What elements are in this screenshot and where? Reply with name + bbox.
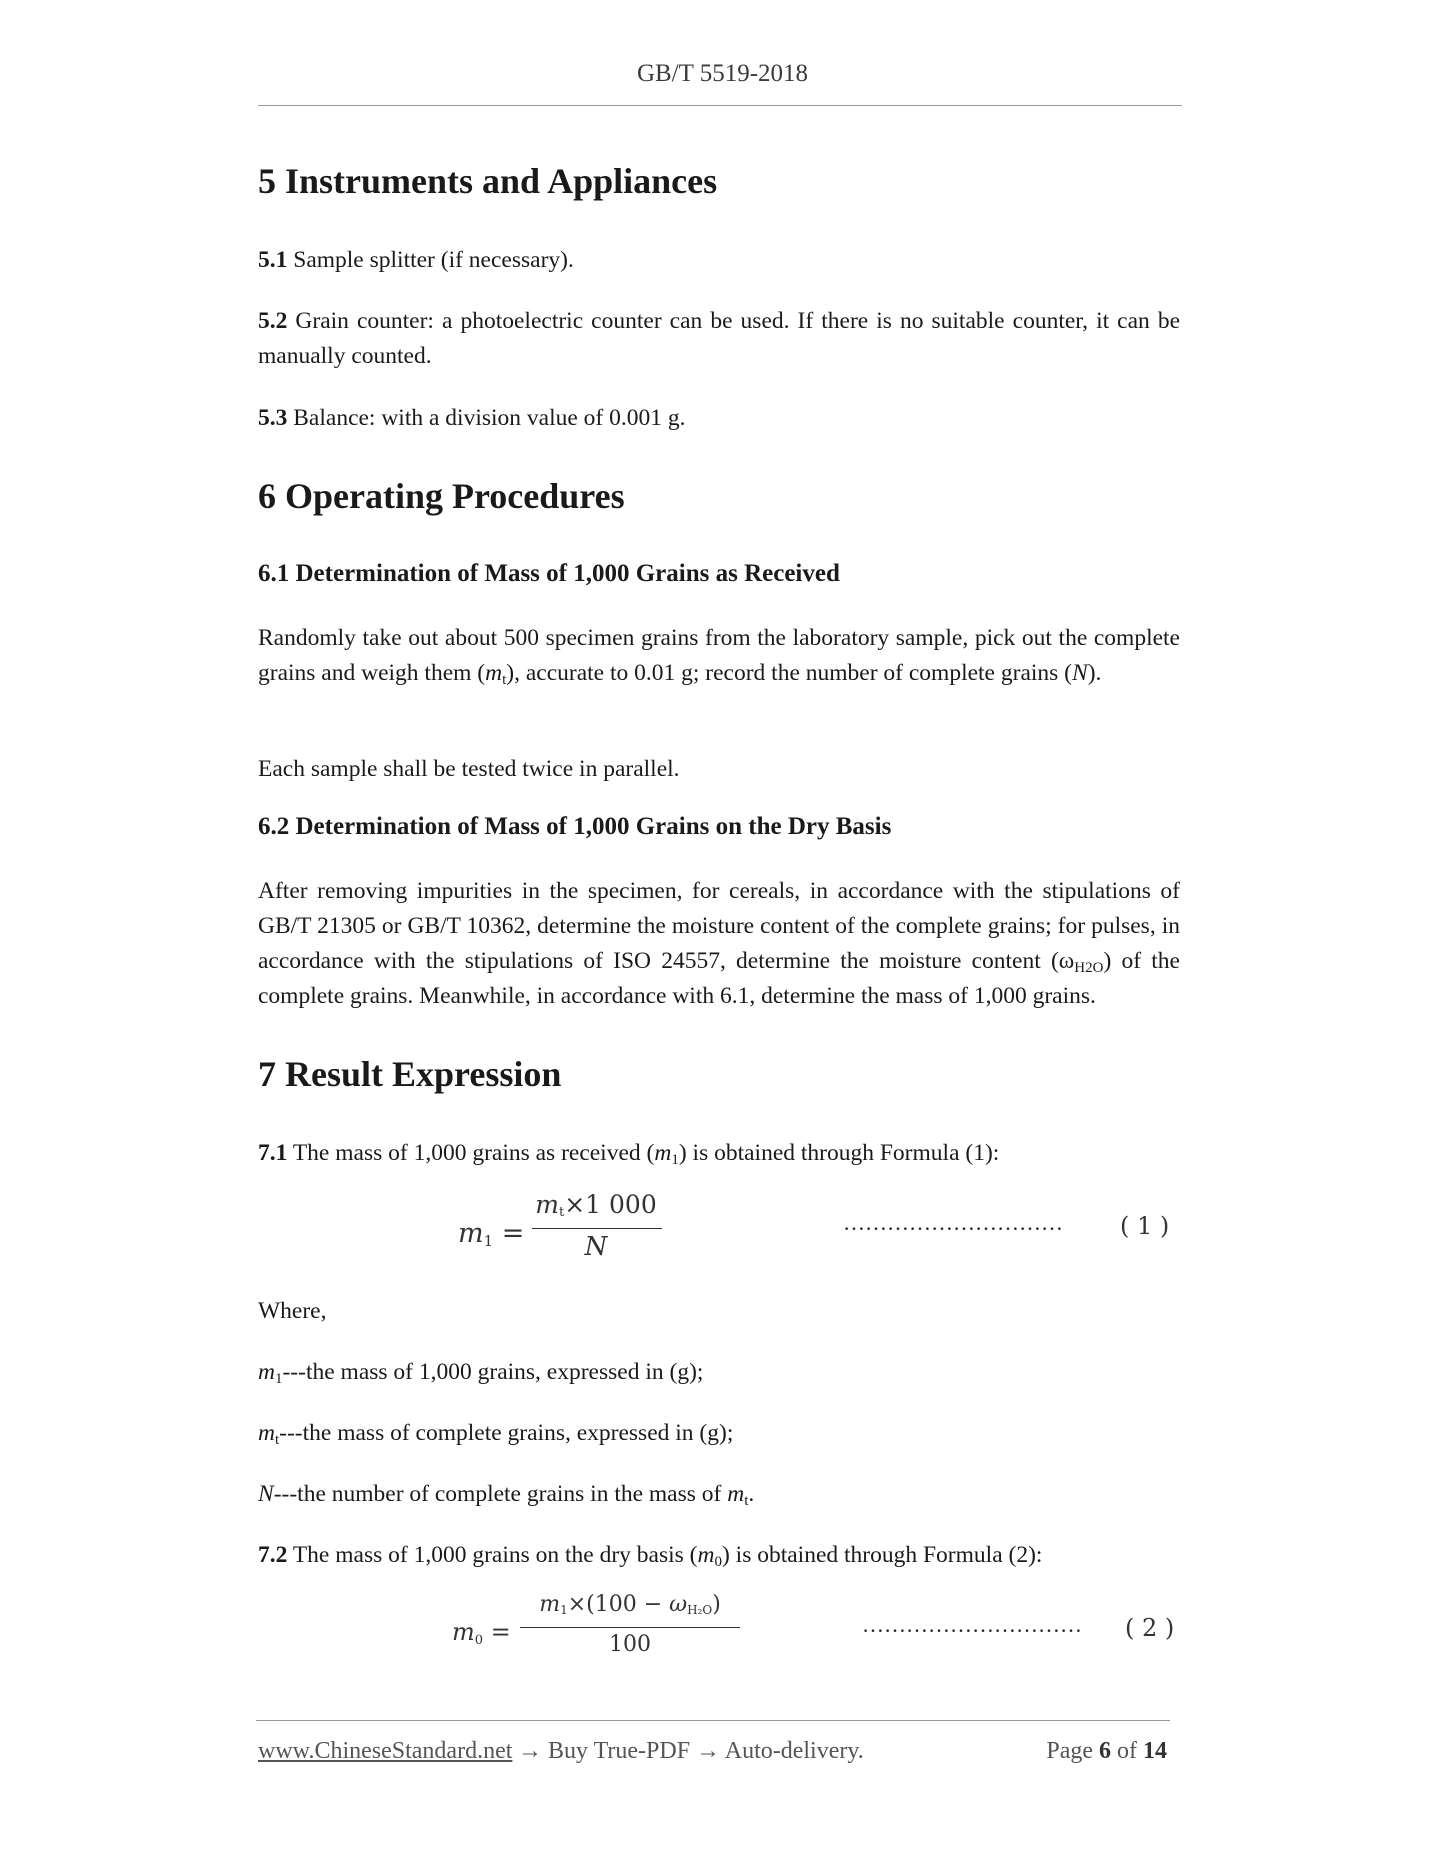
footer-website-link[interactable]: www.ChineseStandard.net: [258, 1738, 513, 1764]
paragraph-5-2: [258, 304, 1180, 374]
text-run: The mass of 1,000 grains on the dry basis (: [292, 1542, 698, 1568]
subscript: 0: [474, 1633, 484, 1648]
formula-2-numerator: [520, 1592, 740, 1617]
section-5-heading: 5 Instruments and Appliances: [258, 161, 718, 201]
subscript: t: [744, 1493, 749, 1509]
header-divider: [258, 105, 1182, 106]
subscript: 1: [671, 1152, 679, 1168]
paragraph-5-1: [258, 243, 1180, 278]
subsection-6-2-heading: 6.2 Determination of Mass of 1,000 Grains on the Dry Basis: [258, 813, 892, 840]
definition-n: [258, 1477, 1180, 1512]
text-run: ) is obtained through Formula (1):: [678, 1140, 1000, 1166]
page-total: 14: [1143, 1738, 1167, 1764]
text-run: ---the mass of 1,000 grains, expressed in (g);: [282, 1359, 704, 1385]
variable: m: [539, 1592, 561, 1617]
clause-number: 7.2: [258, 1542, 288, 1568]
text-run: ×1 000: [564, 1190, 657, 1219]
variable: m: [654, 1140, 672, 1166]
definition-m1: [258, 1355, 1180, 1390]
formula-2-label: ( 2 ): [1125, 1614, 1175, 1642]
page-indicator: [1046, 1738, 1167, 1765]
formula-1-numerator: [530, 1190, 662, 1220]
paragraph-7-2: [258, 1538, 1180, 1573]
text-run: ), accurate to 0.01 g; record the number of complete grains (: [506, 660, 1072, 686]
text-run: .: [748, 1481, 755, 1507]
formula-2-lhs: $m_0$ =: [452, 1618, 511, 1648]
subscript: 1: [274, 1371, 283, 1387]
variable: N: [258, 1481, 274, 1507]
text-run: ) is obtained through Formula (2):: [721, 1542, 1043, 1568]
paragraph-6-1-body: [258, 621, 1180, 691]
subscript: t: [558, 1205, 565, 1220]
variable: m: [727, 1481, 745, 1507]
page-number: 6: [1099, 1738, 1111, 1764]
formula-2-leader-dots: …………………………: [862, 1612, 1082, 1637]
variable: N: [1072, 660, 1088, 686]
variable: m: [458, 1218, 484, 1249]
where-label: Where,: [258, 1298, 327, 1324]
of-word: of: [1117, 1738, 1137, 1764]
clause-number: 7.1: [258, 1140, 288, 1166]
paragraph-6-1-parallel: Each sample shall be tested twice in parallel.: [258, 756, 680, 782]
subscript: 0: [714, 1554, 722, 1570]
paragraph-7-1: [258, 1136, 1180, 1171]
subscript: t: [502, 672, 507, 688]
text-run: Randomly take out about 500 specimen grains from the laboratory sample, pick out the complete grains and weigh them (: [258, 625, 1180, 686]
text-run: ).: [1087, 660, 1102, 686]
text-run: ): [712, 1592, 721, 1617]
text-run: The mass of 1,000 grains as received (: [292, 1140, 655, 1166]
subscript: 1: [483, 1232, 494, 1250]
formula-2-fraction-bar: [520, 1627, 740, 1628]
definition-mt: [258, 1416, 1180, 1451]
subscript: H2O: [1074, 960, 1104, 976]
variable: ω: [669, 1592, 688, 1617]
variable: m: [258, 1359, 275, 1385]
page-word: Page: [1046, 1738, 1093, 1764]
section-6-heading: 6 Operating Procedures: [258, 476, 625, 516]
formula-1-fraction-bar: [532, 1228, 662, 1229]
clause-number: 5.3: [258, 405, 288, 431]
variable: m: [535, 1190, 559, 1219]
subscript: t: [274, 1432, 280, 1448]
text-run: ---the number of complete grains in the mass of: [273, 1481, 728, 1507]
variable: m: [452, 1618, 475, 1646]
variable: m: [258, 1420, 275, 1446]
footer-divider: [256, 1720, 1170, 1721]
document-header-title: GB/T 5519-2018: [636, 60, 809, 87]
clause-number: 5.2: [258, 308, 288, 334]
formula-1-lhs: $m_1$ =: [458, 1218, 525, 1250]
clause-text: Balance: with a division value of 0.001 g.: [293, 405, 686, 431]
subscript: H₂O: [687, 1603, 713, 1617]
subscript: 1: [560, 1603, 568, 1617]
formula-1-label: ( 1 ): [1120, 1212, 1170, 1240]
footer-tagline: → Buy True-PDF → Auto-delivery.: [518, 1738, 864, 1764]
text-run: ---the mass of complete grains, expressed in (g);: [279, 1420, 734, 1446]
variable: m: [485, 660, 503, 686]
variable: m: [697, 1542, 715, 1568]
formula-1-leader-dots: …………………………: [843, 1210, 1063, 1235]
section-7-heading: 7 Result Expression: [258, 1054, 562, 1094]
text-run: After removing impurities in the specimen, for cereals, in accordance with the stipulations of GB/T 21305 or GB/T 10362, determine the moisture content of the complete grains; for pulses, in accordance with the stipulations of ISO 24557, determine the moisture content (ω: [258, 878, 1180, 974]
clause-text: Sample splitter (if necessary).: [293, 247, 574, 273]
subsection-6-1-heading: 6.1 Determination of Mass of 1,000 Grains as Received: [258, 560, 840, 587]
variable: N: [584, 1232, 608, 1262]
paragraph-5-3: [258, 401, 1180, 436]
text-run: ×(100 −: [567, 1592, 670, 1617]
formula-1-denominator: [530, 1232, 662, 1262]
text-run: ) of the complete grains. Meanwhile, in accordance with 6.1, determine the mass of 1,000 grains.: [258, 948, 1180, 1009]
paragraph-6-2-body: [258, 874, 1180, 1014]
clause-number: 5.1: [258, 247, 288, 273]
clause-text: Grain counter: a photoelectric counter can be used. If there is no suitable counter, it can be manually counted.: [258, 308, 1181, 369]
formula-2-denominator: 100: [609, 1632, 651, 1657]
